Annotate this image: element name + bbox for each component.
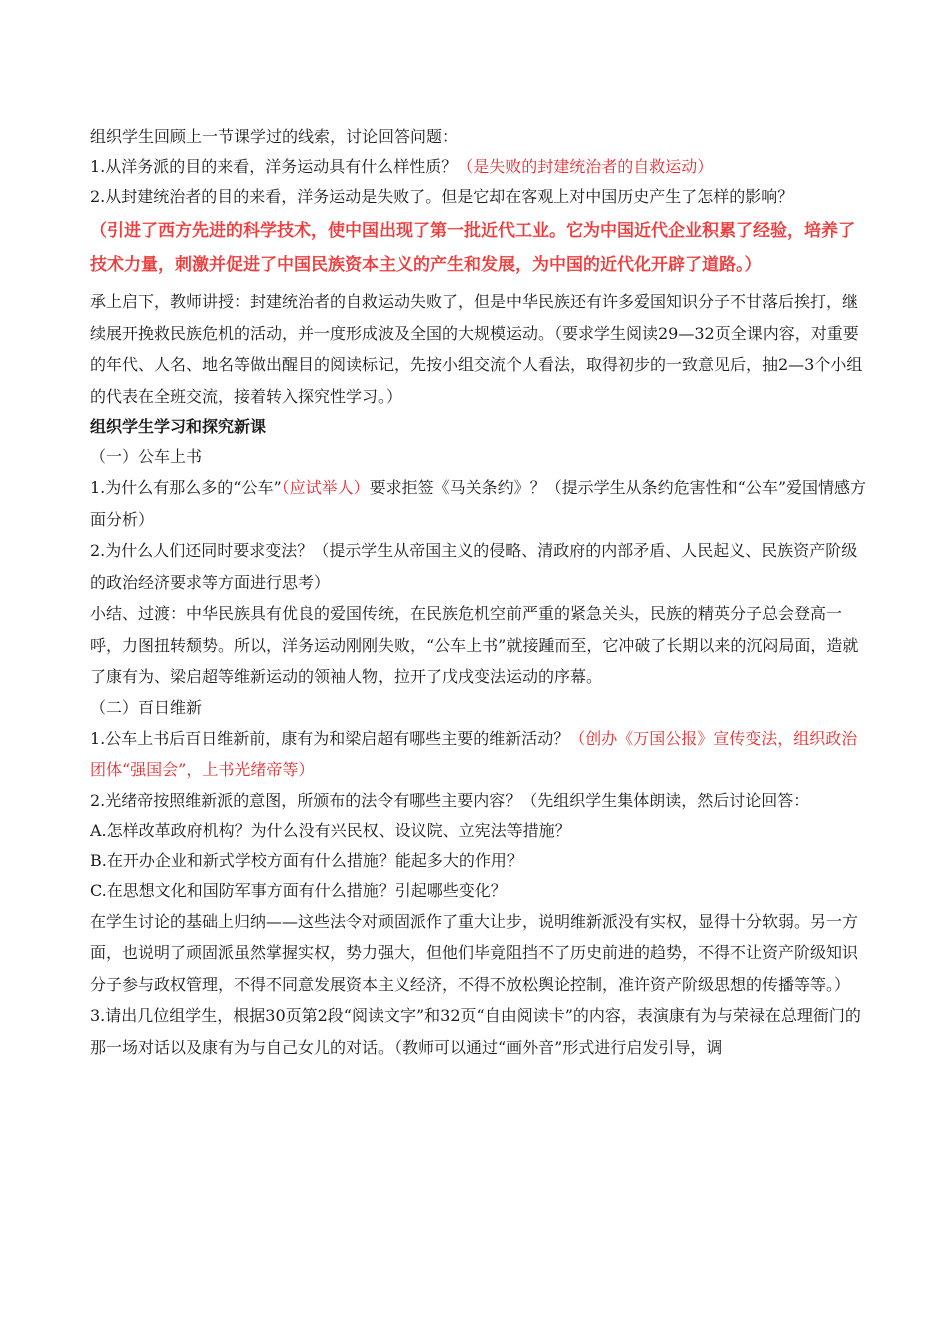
sub-question-b: B.在开办企业和新式学校方面有什么措施？能起多大的作用？ <box>90 850 523 870</box>
s2-q1-answer: （创办《万国公报》宣传变法，组织政治团体“强国会”，上书光绪帝等） <box>90 728 858 779</box>
s2-q1-text: 1.公车上书后百日维新前，康有为和梁启超有哪些主要的维新活动？ <box>90 728 570 748</box>
question-1 <box>90 152 870 182</box>
s1-q1-answer: （应试举人） <box>281 478 370 497</box>
subsection-2-question-1 <box>90 723 870 786</box>
subsection-2-question-3: 3.请出几位组学生，根据30页第2段“阅读文字”和32页“自由阅读卡”的内容，表演康有为与荣禄在总理衙门的那一场对话以及康有为与自己女儿的对话。（教师可以通过“画外音”形式进行启发引导，调 <box>90 1006 861 1057</box>
question-2-answer: （引进了西方先进的科学技术，使中国出现了第一批近代工业。它为中国近代企业积累了经验，培养了技术力量，刺激并促进了中国民族资本主义的产生和发展，为中国的近代化开辟了道路。） <box>90 221 855 275</box>
subsection-1-title: （一）公车上书 <box>90 447 203 466</box>
subsection-2-question-2: 2.光绪帝按照维新派的意图，所颁布的法令有哪些主要内容？（先组织学生集体朗读，然后讨论回答： <box>90 790 810 810</box>
s1-q1-part-a: 1.为什么有那么多的“公车” <box>90 478 282 497</box>
intro-line: 组织学生回顾上一节课学过的线索，讨论回答问题： <box>90 127 459 146</box>
question-2: 2.从封建统治者的目的来看，洋务运动是失败了。但是它却在客观上对中国历史产生了怎样的影响？ <box>90 187 794 206</box>
subsection-1-question-1 <box>90 472 870 535</box>
sub-question-c: C.在思想文化和国防军事方面有什么措施？引起哪些变化？ <box>90 880 507 900</box>
question-1-answer: （是失败的封建统治者的自救运动） <box>457 157 714 176</box>
subsection-1-question-2: 2.为什么人们还同时要求变法？（提示学生从帝国主义的侵略、清政府的内部矛盾、人民起义、民族资产阶级的政治经济要求等方面进行思考） <box>90 541 858 592</box>
conclusion-paragraph: 在学生讨论的基础上归纳——这些法令对顽固派作了重大让步，说明维新派没有实权，显得十分软弱。另一方面，也说明了顽固派虽然掌握实权，势力强大，但他们毕竟阻挡不了历史前进的趋势，不得不让资产阶级知识分子参与政权管理，不得不同意发展资本主义经济，不得不放松舆论控制，准许资产阶级思想的传播等等。） <box>90 911 859 994</box>
summary-paragraph: 小结、过渡：中华民族具有优良的爱国传统，在民族危机空前严重的紧急关头，民族的精英分子总会登高一呼，力图扭转颓势。所以，洋务运动刚刚失败，“公车上书”就接踵而至，它冲破了长期以来的沉闷局面，造就了康有为、梁启超等维新运动的领袖人物，拉开了戊戌变法运动的序幕。 <box>90 604 859 686</box>
section-title: 组织学生学习和探究新课 <box>90 417 267 436</box>
question-1-text: 1.从洋务派的目的来看，洋务运动具有什么样性质？ <box>90 157 458 176</box>
transition-paragraph: 承上启下，教师讲授：封建统治者的自救运动失败了，但是中华民族还有许多爱国知识分子不甘落后挨打，继续展开挽救民族危机的活动，并一度形成波及全国的大规模运动。（要求学生阅读29—32页全课内容，对重要的年代、人名、地名等做出醒目的阅读标记，先按小组交流个人看法，取得初步的一致意见后，抽2—3个小组的代表在全班交流，接着转入探究性学习。） <box>90 292 863 406</box>
subsection-2-title: （二）百日维新 <box>90 697 203 717</box>
sub-question-a: A.怎样改革政府机构？为什么没有兴民权、设议院、立宪法等措施？ <box>90 820 571 840</box>
s1-q1-part-b: 要求拒签《马关条约》？（提示学生从条约危害性和“公车”爱国情感方面分析） <box>90 478 867 529</box>
document-body <box>90 122 870 1063</box>
